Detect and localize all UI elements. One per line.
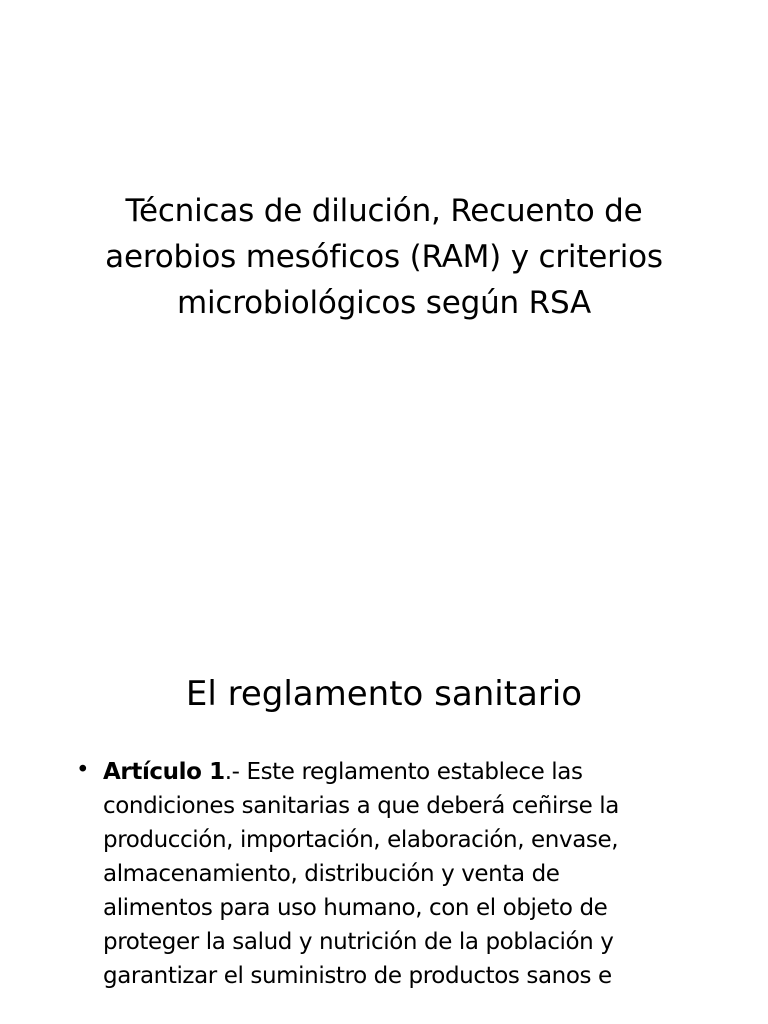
slide-title-line: Técnicas de dilución, Recuento de xyxy=(125,193,643,229)
paragraph-line: almacenamiento, distribución y venta de xyxy=(103,861,560,887)
paragraph-line: producción, importación, elaboración, envase, xyxy=(103,827,619,853)
paragraph-line: proteger la salud y nutrición de la población y xyxy=(103,929,614,955)
paragraph-line xyxy=(103,755,723,789)
bullet-icon: • xyxy=(76,757,90,783)
slide-heading: El reglamento sanitario xyxy=(185,674,583,714)
article-label: Artículo 1 xyxy=(103,759,225,785)
slide-title xyxy=(60,188,708,326)
article-text: .- Este reglamento establece las xyxy=(224,759,583,785)
paragraph-line: condiciones sanitarias a que deberá ceñirse la xyxy=(103,793,619,819)
paragraph-line: garantizar el suministro de productos sanos e xyxy=(103,963,612,989)
paragraph-line: alimentos para uso humano, con el objeto de xyxy=(103,895,608,921)
slide-title-line: aerobios mesóficos (RAM) y criterios xyxy=(105,239,663,275)
content-slide xyxy=(0,560,768,1024)
slide-title-line: microbiológicos según RSA xyxy=(176,285,592,321)
bullet-paragraph xyxy=(103,755,723,993)
